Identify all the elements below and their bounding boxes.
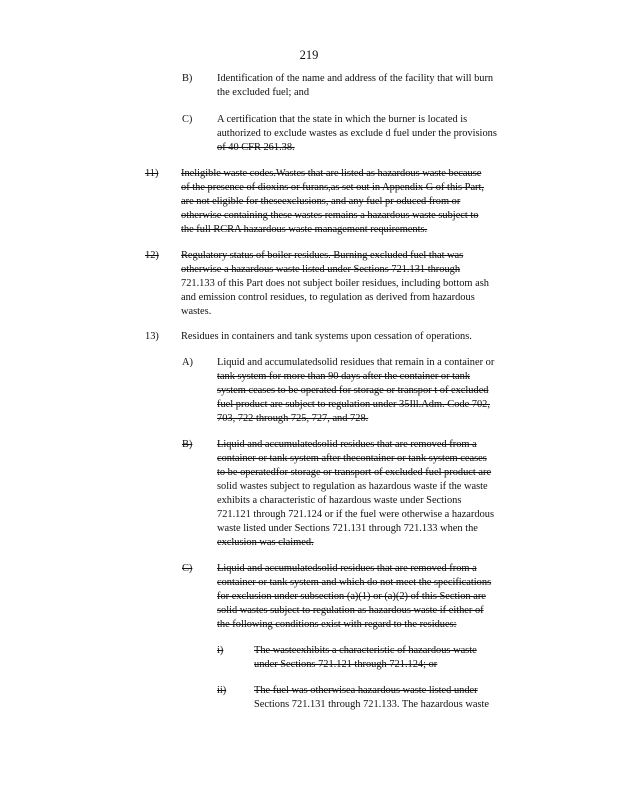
text-line: Sections 721.131 through 721.133. The hazardous waste [254, 699, 490, 710]
text-line: otherwise a hazardous waste listed under Sections 721.131 through [181, 264, 461, 275]
text-line: waste listed under Sections 721.131 through 721.133 when the [217, 523, 478, 534]
text-line: The fuel was otherwisea hazardous waste listed under [254, 685, 478, 696]
text-line: wastes. [181, 306, 212, 317]
text-line: to be operatedfor storage or transport of excluded fuel product are [217, 467, 492, 478]
text-line: under Sections 721.121 through 721.124; or [254, 659, 438, 670]
text-line: Liquid and accumulatedsolid residues that are removed from a [217, 439, 477, 450]
item-label-13: 13) [145, 331, 159, 342]
text-line: Ineligible waste codes.Wastes that are listed as hazardous waste because [181, 168, 482, 179]
text-line: exclusion was claimed. [217, 537, 314, 548]
text-line: the full RCRA hazardous waste management requirements. [181, 224, 428, 235]
text-line: of 40 CFR 261.38. [217, 142, 295, 153]
text-line: are not eligible for theseexclusions, and any fuel pr oduced from or [181, 196, 461, 207]
text-line: Residues in containers and tank systems upon cessation of operations. [181, 331, 472, 342]
text-line: system ceases to be operated for storage or transpor t of excluded [217, 385, 489, 396]
item-text-13c [217, 562, 539, 632]
item-label-b: B) [182, 73, 193, 84]
text-line: The wasteexhibits a characteristic of hazardous waste [254, 645, 477, 656]
text-line: container or tank system after thecontainer or tank system ceases [217, 453, 487, 464]
text-line: 721.121 through 721.124 or if the fuel were otherwise a hazardous [217, 509, 495, 520]
text-line: fuel product are subject to regulation under 35Ill.Adm. Code 702, [217, 399, 490, 410]
text-line: the following conditions exist with regard to the residues: [217, 619, 457, 630]
text-line: Liquid and accumulatedsolid residues that are removed from a [217, 563, 477, 574]
item-label-12: 12) [145, 250, 159, 261]
text-line: otherwise containing these wastes remains a hazardous waste subject to [181, 210, 479, 221]
item-label-13b: B) [182, 439, 193, 450]
item-text-b [217, 72, 535, 100]
text-line: solid wastes subject to regulation as hazardous waste if either of [217, 605, 484, 616]
text-line: authorized to exclude wastes as exclude d fuel under the provisions [217, 128, 497, 139]
item-label-ii: ii) [217, 685, 227, 696]
item-text-13a [217, 356, 539, 426]
text-line: the excluded fuel; and [217, 87, 310, 98]
text-line: Identification of the name and address of the facility that will burn [217, 73, 494, 84]
page-number: 219 [299, 48, 319, 62]
text-line: of the presence of dioxins or furans,as set out in Appendix G of this Part, [181, 182, 485, 193]
item-label-11: 11) [145, 168, 159, 179]
text-line: exhibits a characteristic of hazardous waste under Sections [217, 495, 462, 506]
item-text-c [217, 113, 535, 155]
text-line: and emission control residues, to regulation as derived from hazardous [181, 292, 475, 303]
item-label-i: i) [217, 645, 224, 656]
text-line: 721.133 of this Part does not subject boiler residues, including bottom ash [181, 278, 489, 289]
item-label-13c: C) [182, 563, 193, 574]
item-text-i [254, 644, 522, 672]
text-line: Liquid and accumulatedsolid residues that remain in a container or [217, 357, 495, 368]
item-label-c: C) [182, 114, 193, 125]
text-line: solid wastes subject to regulation as hazardous waste if the waste [217, 481, 488, 492]
text-line: tank system for more than 90 days after the container or tank [217, 371, 471, 382]
item-text-11 [181, 167, 536, 237]
text-line: for exclusion under subsection (a)(1) or (a)(2) of this Section are [217, 591, 486, 602]
item-text-12 [181, 249, 536, 319]
item-label-13a: A) [182, 357, 193, 368]
item-text-13b [217, 438, 539, 550]
text-line: A certification that the state in which the burner is located is [217, 114, 468, 125]
text-line: container or tank system and which do not meet the specifications [217, 577, 492, 588]
item-text-13 [181, 330, 536, 344]
item-text-ii [254, 684, 522, 712]
text-line: 703, 722 through 725, 727, and 728. [217, 413, 369, 424]
text-line: Regulatory status of boiler residues. Burning excluded fuel that was [181, 250, 464, 261]
